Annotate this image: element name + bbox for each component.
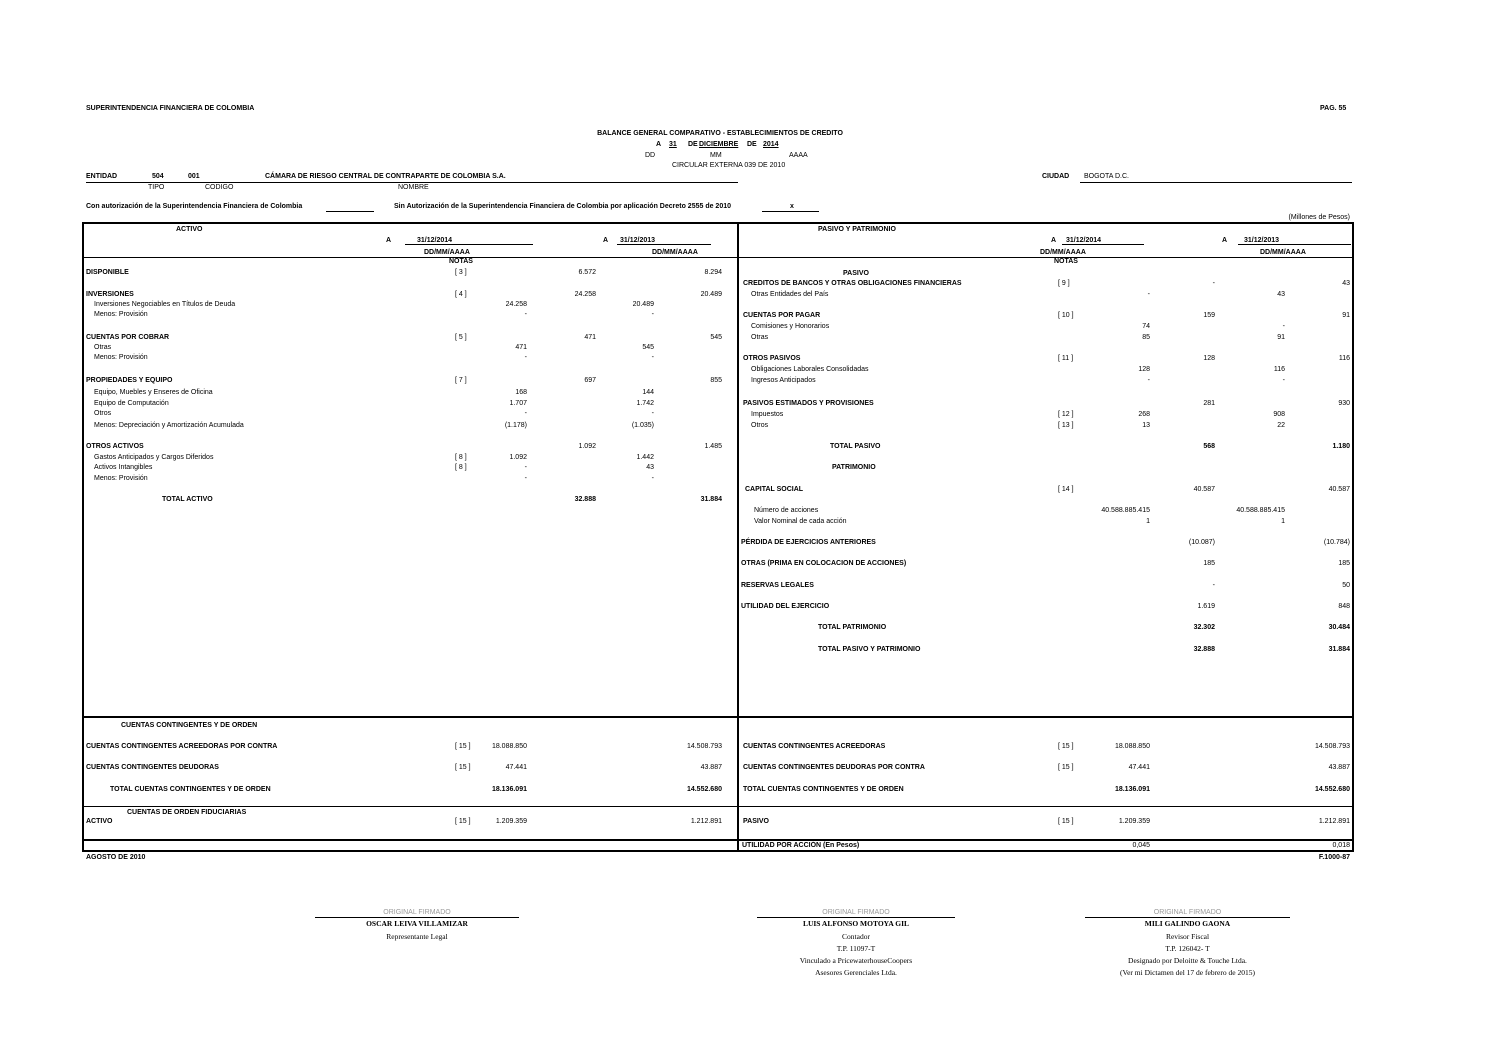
right-fiduciary-note: [ 15 ] [1058,818,1074,825]
signature-name: OSCAR LEIVA VILLAMIZAR [366,919,468,928]
right-row-note: [ 11 ] [1058,355,1074,362]
left-row-label: DISPONIBLE [86,269,129,276]
right-row-note: [ 9 ] [1058,280,1070,287]
left-fiduciary-note: [ 15 ] [455,818,471,825]
right-row-total-current: 185 [1203,560,1215,567]
pasivo-section: PASIVO Y PATRIMONIO [818,226,896,233]
footer-left: AGOSTO DE 2010 [86,854,146,861]
column-divider [737,223,739,851]
right-fmt2: DD/MM/AAAA [1260,249,1306,256]
signature-stamp: ORIGINAL FIRMADO [1153,909,1222,916]
left-contingent-current: 47.441 [505,764,527,771]
right-row-total-prior: 43 [1342,280,1350,287]
left-row-total-current: 32.888 [574,496,596,503]
signature-detail: Asesores Gerenciales Ltda. [815,968,897,977]
con-autorizacion: Con autorización de la Superintendencia Financiera de Colombia [86,203,303,210]
right-row-sub-prior: 40.588.885.415 [1236,507,1285,514]
left-row-sub-prior: - [651,475,654,482]
right-row-total-current: - [1212,582,1215,589]
left-row-total-prior: 31.884 [700,496,722,503]
pasivo-label: PASIVO [843,270,869,277]
right-row-total-prior: (10.784) [1323,539,1350,546]
date-year: 2014 [763,141,779,148]
right-fiduciary-label: PASIVO [743,818,769,825]
right-row-sub-current: - [1147,291,1150,298]
left-fiduciary-prior: 1.212.891 [690,818,722,825]
left-row-sub-prior: - [651,354,654,361]
right-contingent-prior: 14.552.680 [1314,786,1350,793]
right-date2-line [1238,244,1351,245]
right-contingent-label: TOTAL CUENTAS CONTINGENTES Y DE ORDEN [743,786,904,793]
upa-label: UTILIDAD POR ACCIÓN (En Pesos) [742,842,860,849]
right-row-sub-prior: 91 [1277,334,1285,341]
right-contingent-prior: 43.887 [1328,764,1350,771]
upa-2014: 0,045 [1132,842,1150,849]
right-row-label: RESERVAS LEGALES [741,582,814,589]
left-row-sub-prior: 144 [642,389,654,396]
left-row-note: [ 3 ] [455,269,467,276]
left-fmt1: DD/MM/AAAA [424,249,470,256]
right-row-label: Otras Entidades del País [751,291,829,298]
right-date1: 31/12/2014 [1066,237,1102,244]
right-row-note: [ 13 ] [1058,422,1074,429]
right-row-total-prior: 848 [1338,603,1350,610]
signature-line [757,917,955,918]
right-row-total-prior: 930 [1338,400,1350,407]
activo-section: ACTIVO [176,226,203,233]
right-row-note: [ 10 ] [1058,312,1074,319]
signature-detail: Representante Legal [386,932,448,941]
right-row-sub-current: 1 [1146,518,1150,525]
left-row-label: Menos: Provisión [94,311,148,318]
entidad-label: ENTIDAD [86,173,118,180]
con-aut-blank [326,211,374,212]
left-row-sub-current: (1.178) [504,422,527,429]
left-row-total-current: 1.092 [578,443,596,450]
left-fmt2: DD/MM/AAAA [652,249,698,256]
ciudad-value: BOGOTA D.C. [1084,173,1129,180]
right-row-label: TOTAL PATRIMONIO [818,624,887,631]
fiduciary-title: CUENTAS DE ORDEN FIDUCIARIAS [127,809,247,816]
report-title: BALANCE GENERAL COMPARATIVO - ESTABLECIMIENTOS DE CREDITO [597,130,843,137]
right-row-label: CUENTAS POR PAGAR [743,312,821,319]
left-a2: A [603,237,609,244]
left-row-sub-prior: 1.742 [636,400,654,407]
right-contingent-label: CUENTAS CONTINGENTES DEUDORAS POR CONTRA [743,764,925,771]
org-name: SUPERINTENDENCIA FINANCIERA DE COLOMBIA [86,105,255,112]
footer-right: F.1000-87 [1318,854,1350,861]
signature-stamp: ORIGINAL FIRMADO [383,909,451,916]
right-contingent-current: 18.136.091 [1114,786,1150,793]
right-row-total-current: 32.888 [1193,646,1215,653]
right-row-sub-current: 128 [1138,366,1150,373]
right-row-label: Otras [751,334,769,341]
left-contingent-prior: 43.887 [700,764,722,771]
left-fiduciary-label: ACTIVO [86,818,113,825]
right-row-label: PASIVOS ESTIMADOS Y PROVISIONES [743,400,874,407]
left-row-sub-prior: 545 [642,344,654,351]
left-row-label: Equipo, Muebles y Enseres de Oficina [94,389,213,396]
signature-line [1085,917,1290,918]
left-row-note: [ 8 ] [455,464,467,471]
right-contingent-current: 47.441 [1128,764,1150,771]
right-row-label: PÉRDIDA DE EJERCICIOS ANTERIORES [741,539,876,546]
entidad-tipo: 504 [152,173,164,180]
ciudad-line [1080,182,1352,183]
right-row-sub-prior: 116 [1273,366,1285,373]
right-row-total-prior: 30.484 [1328,624,1350,631]
left-row-label: Otros [94,410,112,417]
signature-name: LUIS ALFONSO MOTOYA GIL [802,919,910,928]
left-row-total-prior: 855 [710,377,722,384]
right-row-label: UTILIDAD DEL EJERCICIO [741,603,830,610]
left-row-total-prior: 1.485 [704,443,722,450]
date-month: DICIEMBRE [699,141,739,148]
left-contingent-label: TOTAL CUENTAS CONTINGENTES Y DE ORDEN [110,786,271,793]
right-fiduciary-prior: 1.212.891 [1318,818,1350,825]
left-contingent-label: CUENTAS CONTINGENTES ACREEDORAS POR CONTRA [86,743,278,750]
right-row-sub-current: 13 [1142,422,1150,429]
circular: CIRCULAR EXTERNA 039 DE 2010 [672,162,786,169]
right-row-note: [ 12 ] [1058,411,1074,418]
right-a2: A [1222,237,1228,244]
right-row-label: PATRIMONIO [832,464,876,471]
right-row-label: TOTAL PASIVO [830,443,881,450]
left-row-sub-current: 1.707 [509,400,527,407]
right-row-total-current: 568 [1203,443,1215,450]
signature-detail: T.P. 11097-T [836,944,876,953]
left-row-sub-prior: - [651,311,654,318]
sin-autorizacion: Sin Autorización de la Superintendencia Financiera de Colombia por aplicación Decreto 2555 de 2010 [394,203,732,210]
date-day: 31 [669,141,677,148]
right-row-note: [ 14 ] [1058,486,1074,493]
date-prefix: A [656,141,662,148]
right-row-sub-prior: - [1282,377,1285,384]
signature-detail: Designado por Deloitte & Touche Ltda. [1128,956,1247,965]
left-row-note: [ 8 ] [455,454,467,461]
right-date2: 31/12/2013 [1244,237,1280,244]
dd-label: DD [645,152,656,159]
right-contingent-note: [ 15 ] [1058,764,1074,771]
left-row-label: Menos: Provisión [94,354,148,361]
right-row-total-prior: 91 [1342,312,1350,319]
left-row-label: Inversiones Negociables en Títulos de Deuda [94,301,236,308]
left-row-total-current: 471 [584,334,596,341]
right-row-total-current: 1.619 [1197,603,1215,610]
right-date1-line [1062,244,1144,245]
right-row-total-prior: 185 [1338,560,1350,567]
total-cont-divider [83,806,1353,807]
right-contingent-current: 18.088.850 [1114,743,1150,750]
left-contingent-note: [ 15 ] [455,743,471,750]
left-row-sub-prior: 1.442 [636,454,654,461]
right-row-sub-current: - [1147,377,1150,384]
right-fiduciary-current: 1.209.359 [1118,818,1150,825]
left-row-label: PROPIEDADES Y EQUIPO [86,377,173,384]
right-row-total-current: 40.587 [1193,486,1215,493]
right-row-label: CREDITOS DE BANCOS Y OTRAS OBLIGACIONES FINANCIERAS [743,280,962,287]
signature-detail: Contador [842,932,870,941]
units-note: (Millones de Pesos) [1288,214,1350,221]
left-row-label: Menos: Provisión [94,475,148,482]
nombre-label: NOMBRE [398,184,429,191]
right-row-sub-current: 268 [1138,411,1150,418]
left-row-sub-current: - [524,464,527,471]
left-a1: A [386,237,392,244]
page-number: PAG. 55 [1320,105,1347,112]
signature-detail: T.P. 126042- T [1165,944,1210,953]
left-row-label: INVERSIONES [86,291,134,298]
left-date2-line [617,244,711,245]
left-contingent-prior: 14.552.680 [686,786,722,793]
left-row-sub-current: 1.092 [509,454,527,461]
sin-aut-blank [762,211,819,212]
right-row-sub-current: 74 [1142,323,1150,330]
header-divider [83,257,1353,258]
left-row-total-prior: 545 [710,334,722,341]
left-row-label: CUENTAS POR COBRAR [86,334,170,341]
left-row-label: Activos Intangibles [94,464,153,471]
left-row-label: Menos: Depreciación y Amortización Acumulada [94,422,244,429]
signature-name: MILI GALINDO GAONA [1144,919,1231,928]
right-row-label: Valor Nominal de cada acción [754,518,847,525]
left-row-label: TOTAL ACTIVO [162,496,213,503]
left-row-sub-prior: - [651,410,654,417]
signature-detail: (Ver mi Dictamen del 17 de febrero de 2015) [1120,968,1255,977]
right-row-sub-current: 85 [1142,334,1150,341]
right-row-sub-prior: 43 [1277,291,1285,298]
left-row-label: Equipo de Computación [94,400,169,407]
left-row-total-current: 6.572 [578,269,596,276]
signature-detail: Revisor Fiscal [1165,932,1210,941]
left-row-label: OTROS ACTIVOS [86,443,144,450]
left-row-sub-current: - [524,311,527,318]
right-row-sub-prior: 1 [1281,518,1285,525]
contingent-divider [83,716,1353,718]
right-row-total-current: 281 [1203,400,1215,407]
right-contingent-prior: 14.508.793 [1314,743,1350,750]
right-row-sub-prior: 908 [1273,411,1285,418]
right-row-label: CAPITAL SOCIAL [745,486,804,493]
left-row-total-prior: 20.489 [700,291,722,298]
right-fmt1: DD/MM/AAAA [1040,249,1086,256]
right-row-label: OTROS PASIVOS [743,355,801,362]
right-row-label: Ingresos Anticipados [751,377,816,384]
left-row-total-prior: 8.294 [704,269,722,276]
left-row-label: Gastos Anticipados y Cargos Diferidos [94,454,214,461]
fiduciary-divider [83,839,1353,841]
left-row-note: [ 4 ] [455,291,467,298]
left-notas: NOTAS [449,258,473,265]
signature-line [315,917,519,918]
ciudad-label: CIUDAD [1042,173,1070,180]
left-contingent-label: CUENTAS CONTINGENTES DEUDORAS [86,764,219,771]
left-row-note: [ 7 ] [455,377,467,384]
left-contingent-current: 18.088.850 [491,743,527,750]
left-row-sub-current: 24.258 [505,301,527,308]
left-row-sub-current: 168 [515,389,527,396]
left-row-sub-current: - [524,475,527,482]
right-row-label: Comisiones y Honorarios [751,323,830,330]
date-de1: DE [688,141,698,148]
entidad-codigo: 001 [188,173,200,180]
left-row-sub-current: - [524,410,527,417]
right-row-sub-prior: - [1282,323,1285,330]
right-row-label: OTRAS (PRIMA EN COLOCACION DE ACCIONES) [741,560,907,567]
left-row-sub-prior: 20.489 [632,301,654,308]
right-row-total-prior: 40.587 [1328,486,1350,493]
left-date2: 31/12/2013 [620,237,656,244]
mm-label: MM [710,152,722,159]
right-row-sub-prior: 22 [1277,422,1285,429]
upa-2013: 0,018 [1332,842,1350,849]
right-row-label: TOTAL PASIVO Y PATRIMONIO [818,646,921,653]
right-row-label: Impuestos [751,411,784,418]
right-notas: NOTAS [1054,258,1078,265]
date-de2: DE [747,141,757,148]
right-contingent-note: [ 15 ] [1058,743,1074,750]
right-row-total-current: 32.302 [1193,624,1215,631]
left-contingent-current: 18.136.091 [491,786,527,793]
right-row-label: Otros [751,422,769,429]
left-row-sub-prior: (1.035) [631,422,654,429]
left-row-label: Otras [94,344,112,351]
left-contingent-note: [ 15 ] [455,764,471,771]
left-row-total-current: 24.258 [574,291,596,298]
right-row-total-prior: 31.884 [1328,646,1350,653]
right-row-total-current: 159 [1203,312,1215,319]
left-row-sub-prior: 43 [646,464,654,471]
contingent-title: CUENTAS CONTINGENTES Y DE ORDEN [121,722,258,729]
left-date1: 31/12/2014 [417,237,453,244]
signature-detail: Vinculado a PricewaterhouseCoopers [799,956,913,965]
tipo-label: TIPO [148,184,165,191]
signature-stamp: ORIGINAL FIRMADO [822,909,890,916]
right-row-total-current: (10.087) [1188,539,1215,546]
right-row-total-prior: 1.180 [1332,443,1350,450]
left-row-total-current: 697 [584,377,596,384]
right-contingent-label: CUENTAS CONTINGENTES ACREEDORAS [743,743,886,750]
right-row-label: Obligaciones Laborales Consolidadas [751,366,869,373]
entidad-line [86,182,738,183]
right-row-sub-current: 40.588.885.415 [1101,507,1150,514]
left-row-sub-current: 471 [515,344,527,351]
right-a1: A [1051,237,1057,244]
left-row-note: [ 5 ] [455,334,467,341]
right-row-total-prior: 116 [1338,355,1350,362]
sin-aut-mark: x [790,203,794,210]
right-row-total-current: - [1212,280,1215,287]
left-row-sub-current: - [524,354,527,361]
right-row-label: Número de acciones [754,507,819,514]
right-row-total-prior: 50 [1342,582,1350,589]
codigo-label: CODIGO [205,184,234,191]
upa-underline [742,850,862,851]
left-fiduciary-current: 1.209.359 [495,818,527,825]
aaaa-label: AAAA [789,152,808,159]
left-date1-line [405,244,533,245]
right-row-total-current: 128 [1203,355,1215,362]
entidad-nombre: CÁMARA DE RIESGO CENTRAL DE CONTRAPARTE DE COLOMBIA S.A. [265,173,506,180]
left-contingent-prior: 14.508.793 [686,743,722,750]
